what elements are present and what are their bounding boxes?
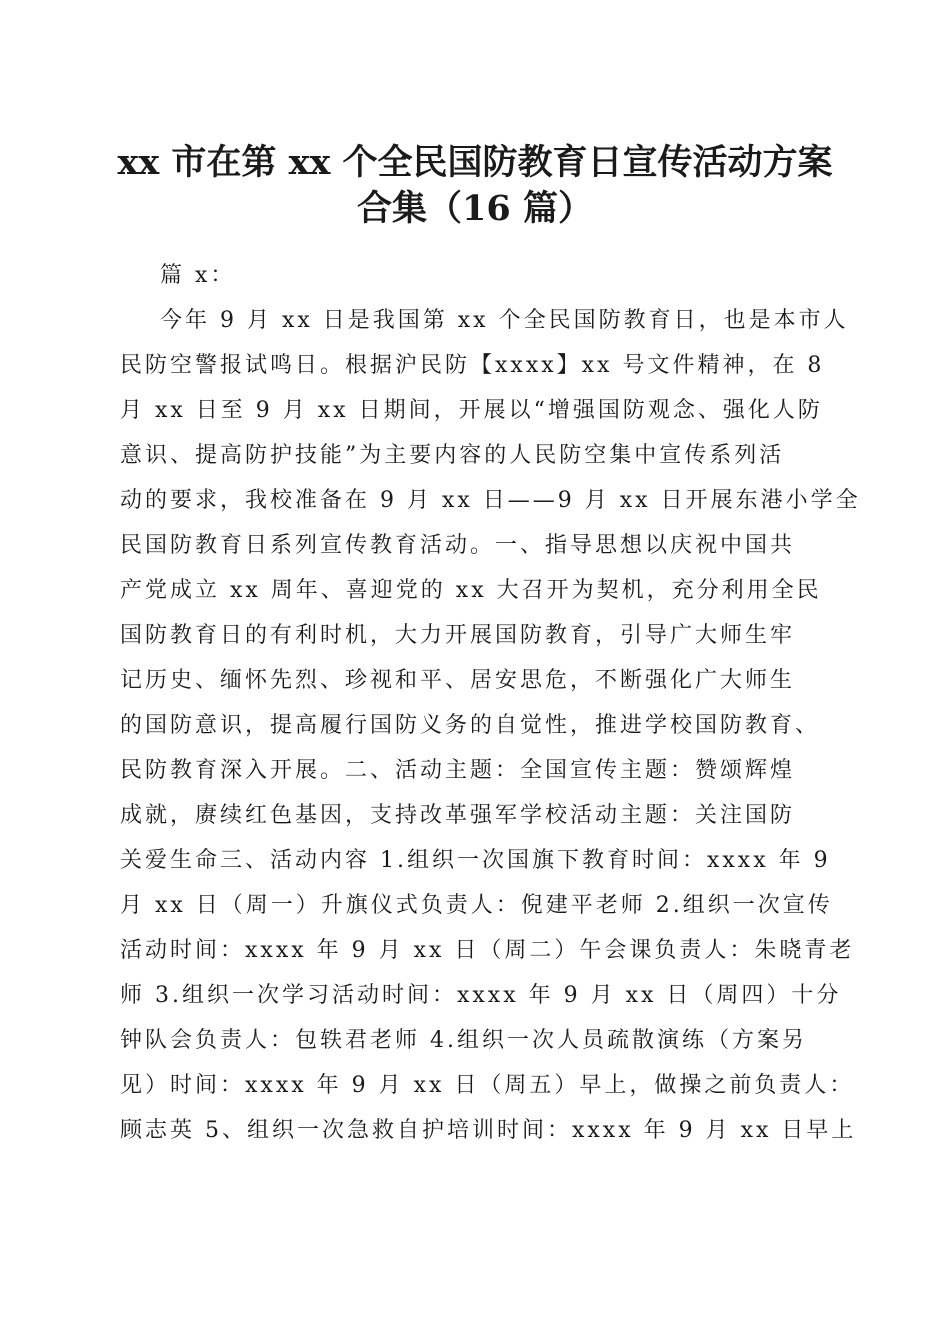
document-title-line2: 合集（16 篇） [357,188,593,229]
body-line: 今年 9 月 xx 日是我国第 xx 个全民国防教育日，也是本市人 [160,308,849,333]
body-line: 的国防意识，提高履行国防义务的自觉性，推进学校国防教育、 [120,713,821,738]
body-line: 国防教育日的有利时机，大力开展国防教育，引导广大师生牢 [120,623,796,648]
body-line: 师 3.组织一次学习活动时间：xxxx 年 9 月 xx 日（周四）十分 [120,983,842,1008]
section-label: 篇 x： [160,263,236,288]
document-title-line1: xx 市在第 xx 个全民国防教育日宣传活动方案 [117,142,833,183]
body-line: 成就，赓续红色基因，支持改革强军学校活动主题：关注国防 [120,803,796,828]
body-line: 记历史、缅怀先烈、珍视和平、居安思危，不断强化广大师生 [120,668,796,693]
body-line: 关爱生命三、活动内容 1.组织一次国旗下教育时间：xxxx 年 9 [120,848,831,873]
body-line: 民国防教育日系列宣传教育活动。一、指导思想以庆祝中国共 [120,533,796,558]
body-line: 民防教育深入开展。二、活动主题：全国宣传主题：赞颂辉煌 [120,758,796,783]
body-line: 月 xx 日至 9 月 xx 日期间，开展以“增强国防观念、强化人防 [120,398,823,423]
body-line: 钟队会负责人：包轶君老师 4.组织一次人员疏散演练（方案另 [120,1028,807,1053]
body-line: 产党成立 xx 周年、喜迎党的 xx 大召开为契机，充分利用全民 [120,578,822,603]
body-line: 动的要求，我校准备在 9 月 xx 日——9 月 xx 日开展东港小学全 [120,488,861,513]
document-body [120,253,861,1153]
body-line: 见）时间：xxxx 年 9 月 xx 日（周五）早上，做操之前负责人： [120,1073,855,1098]
body-line: 活动时间：xxxx 年 9 月 xx 日（周二）午会课负责人：朱晓青老 [120,938,855,963]
body-line: 月 xx 日（周一）升旗仪式负责人：倪建平老师 2.组织一次宣传 [120,893,833,918]
body-line: 意识、提高防护技能”为主要内容的人民防空集中宣传系列活 [120,443,785,468]
body-line: 顾志英 5、组织一次急救自护培训时间：xxxx 年 9 月 xx 日早上 [120,1118,857,1143]
body-line: 民防空警报试鸣日。根据沪民防【xxxx】xx 号文件精神，在 8 [120,353,825,378]
